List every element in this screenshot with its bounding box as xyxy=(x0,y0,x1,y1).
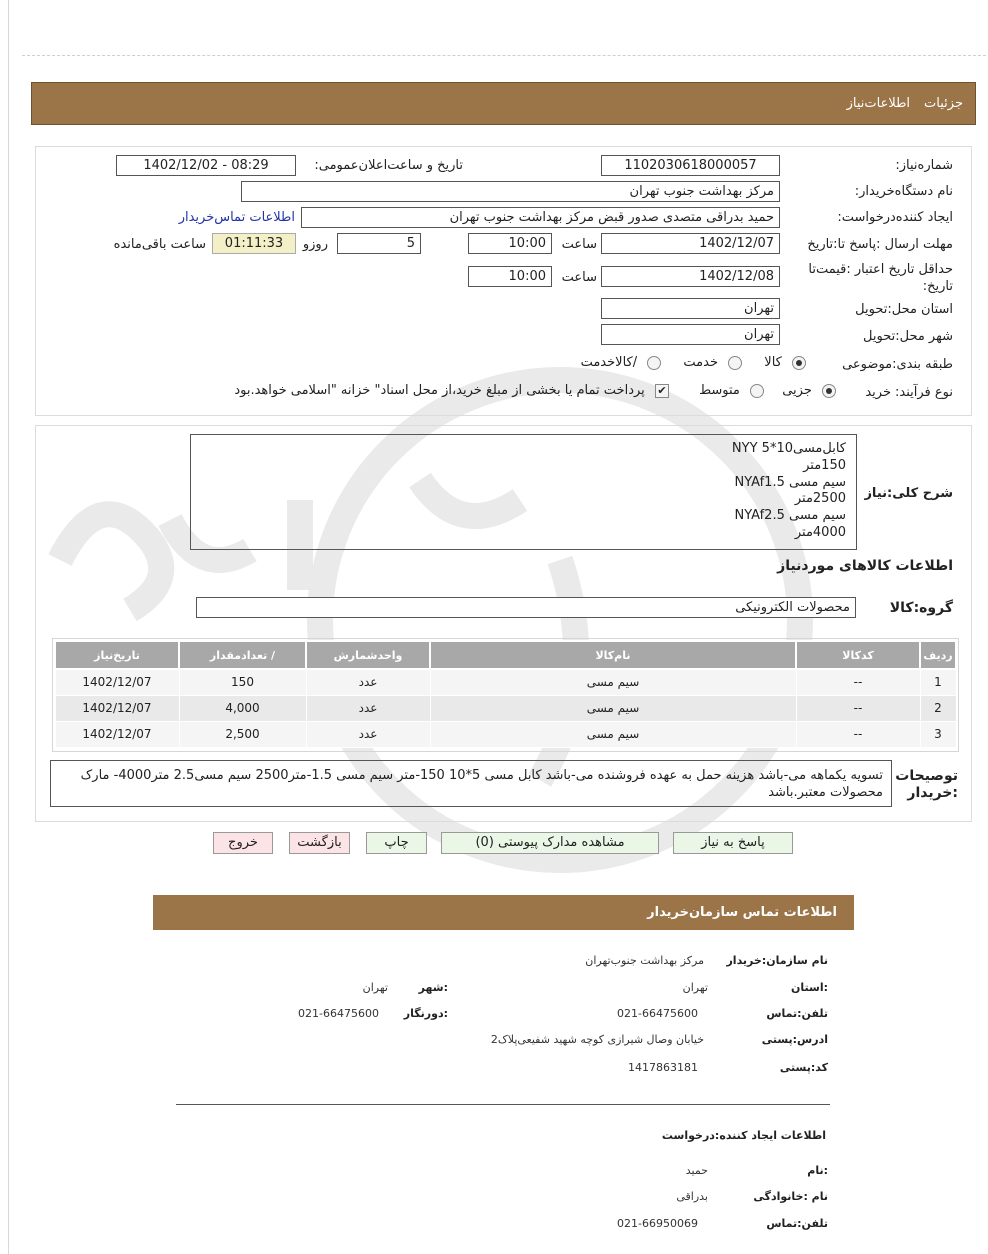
page-top-divider xyxy=(22,55,986,56)
buyer-contact-link[interactable]: اطلاعات تماس‌خریدار xyxy=(178,210,295,225)
process-label: نوع فرآیند: xyxy=(895,385,953,400)
goods-table xyxy=(54,640,957,748)
need-number-label: شماره‌نیاز: xyxy=(895,158,953,173)
cell-code: -- xyxy=(796,721,920,747)
page-left-rule xyxy=(8,0,9,1254)
category-option-goods: کالا xyxy=(764,355,782,370)
description-line: 150متر xyxy=(803,457,846,473)
process-option-minor: جزیی xyxy=(782,383,812,398)
process-buy-label: خرید xyxy=(865,385,891,400)
buyer-org-label: نام دستگاه‌خریدار: xyxy=(854,184,953,199)
description-line: 2500متر xyxy=(794,491,846,507)
tab-details[interactable]: جزئیات xyxy=(924,96,963,111)
creator-name-label: :نام xyxy=(807,1164,828,1177)
description-line: سیم مسی NYAf1.5 xyxy=(734,474,846,490)
cell-quantity: 4,000 xyxy=(179,695,306,721)
contact-phone-label: تلفن:تماس xyxy=(766,1007,828,1020)
buyer-org-field: مرکز بهداشت جنوب تهران xyxy=(241,181,780,202)
category-radio-group xyxy=(575,355,806,370)
process-radio-minor[interactable] xyxy=(822,384,836,398)
col-row: ردیف xyxy=(920,641,956,669)
process-radio-group xyxy=(228,383,836,398)
process-option-medium: متوسط xyxy=(699,383,740,398)
description-box xyxy=(190,434,857,550)
creator-info-title: اطلاعات ایجاد کننده:درخواست xyxy=(661,1129,826,1142)
goods-section-title: اطلاعات کالاهای موردنیاز xyxy=(777,558,953,574)
description-line: 4000متر xyxy=(794,524,846,540)
description-label: شرح کلی:نیاز xyxy=(864,486,953,501)
contact-postal-label: کد:پستی xyxy=(779,1061,828,1074)
validity-time-label: ساعت xyxy=(561,270,597,285)
contact-org-value: مرکز بهداشت جنوب‌تهران xyxy=(585,954,704,967)
cell-name: سیم مسی xyxy=(430,669,796,695)
cell-name: سیم مسی xyxy=(430,695,796,721)
deadline-time-label: ساعت xyxy=(561,237,597,252)
cell-unit: عدد xyxy=(306,721,430,747)
cell-date: 1402/12/07 xyxy=(55,721,179,747)
deadline-date-field: 1402/12/07 xyxy=(601,233,780,254)
treasury-payment-checkbox[interactable]: ✔ xyxy=(655,384,669,398)
buyer-notes-box: تسویه یکماهه می-باشد هزینه حمل به عهده فروشنده می-باشد کابل مسی 5*10 150-متر سیم مسی 1.5-متر2500 سیم مسی2.5 متر4000- مارک محصولات معتبر.باشد xyxy=(50,760,892,807)
category-option-both: /کالاخدمت xyxy=(580,355,638,370)
contact-postal-value: 1417863181 xyxy=(628,1061,698,1074)
table-row xyxy=(55,721,956,747)
remaining-timer: 01:11:33 xyxy=(212,233,296,254)
contact-address-label: ادرس:پستی xyxy=(761,1033,828,1046)
cell-code: -- xyxy=(796,695,920,721)
creator-phone-value: 021-66950069 xyxy=(617,1217,698,1230)
category-radio-goods[interactable] xyxy=(792,356,806,370)
creator-label: ایجاد کننده‌درخواست: xyxy=(837,210,953,225)
contact-fax-value: 021-66475600 xyxy=(298,1007,379,1020)
cell-date: 1402/12/07 xyxy=(55,695,179,721)
validity-date-field: 1402/12/08 xyxy=(601,266,780,287)
tab-need-info[interactable]: اطلاعات‌نیاز xyxy=(846,96,911,111)
cell-unit: عدد xyxy=(306,695,430,721)
creator-field: حمید بدراقی متصدی صدور قبض مرکز بهداشت جنوب تهران xyxy=(301,207,780,228)
col-unit: واحدشمارش xyxy=(306,641,430,669)
table-row xyxy=(55,695,956,721)
days-label: روزو xyxy=(302,237,328,252)
category-radio-service[interactable] xyxy=(728,356,742,370)
contact-header-bar xyxy=(153,895,854,930)
announce-field: 1402/12/02 - 08:29 xyxy=(116,155,296,176)
contact-city-value: تهران xyxy=(362,981,388,994)
process-radio-medium[interactable] xyxy=(750,384,764,398)
cell-unit: عدد xyxy=(306,669,430,695)
description-line: کابل‌مسی‌10*5 NYY xyxy=(731,441,846,456)
contact-divider xyxy=(176,1104,830,1105)
city-field: تهران xyxy=(601,324,780,345)
deadline-time-field: 10:00 xyxy=(468,233,552,254)
need-number-field: 1102030618000057 xyxy=(601,155,780,176)
category-label: طبقه بندی:موضوعی xyxy=(842,357,953,372)
goods-group-field: محصولات الکترونیکی xyxy=(196,597,856,618)
announce-label: تاریخ و ساعت‌اعلان‌عمومی: xyxy=(314,158,463,173)
cell-name: سیم مسی xyxy=(430,721,796,747)
col-name: نام‌کالا xyxy=(430,641,796,669)
contact-province-label: :استان xyxy=(791,981,828,994)
creator-phone-label: تلفن:تماس xyxy=(766,1217,828,1230)
cell-date: 1402/12/07 xyxy=(55,669,179,695)
buyer-notes-label: توصیحات :خریدار xyxy=(895,768,958,801)
goods-group-label: گروه:کالا xyxy=(889,600,953,616)
col-quantity: / تعدادمقدار xyxy=(179,641,306,669)
cell-row: 3 xyxy=(920,721,956,747)
category-option-service: خدمت xyxy=(683,355,718,370)
days-field: 5 xyxy=(337,233,421,254)
description-line: سیم مسی NYAf2.5 xyxy=(734,508,846,524)
creator-name-value: حمید xyxy=(685,1164,708,1177)
table-row xyxy=(55,669,956,695)
validity-time-field: 10:00 xyxy=(468,266,552,287)
print-button[interactable]: چاپ xyxy=(366,832,427,854)
contact-phone-value: 021-66475600 xyxy=(617,1007,698,1020)
cell-code: -- xyxy=(796,669,920,695)
treasury-payment-note: پرداخت تمام یا بخشی از مبلغ خرید،از محل اسناد" خزانه "اسلامی خواهد.بود xyxy=(234,383,645,398)
validity-label: حداقل تاریخ اعتبار :قیمت‌تا تاریخ: xyxy=(808,262,953,294)
contact-city-label: :شهر xyxy=(418,981,448,994)
col-code: کدکالا xyxy=(796,641,920,669)
cell-row: 2 xyxy=(920,695,956,721)
contact-fax-label: :دورنگار xyxy=(403,1007,448,1020)
creator-family-value: بدراقی xyxy=(676,1190,708,1203)
province-field: تهران xyxy=(601,298,780,319)
cell-row: 1 xyxy=(920,669,956,695)
col-date: تاریخ‌نیاز xyxy=(55,641,179,669)
deadline-label: مهلت ارسال :پاسخ تا:تاریخ xyxy=(807,237,953,252)
goods-table-header xyxy=(55,641,956,669)
province-label: استان محل:تحویل xyxy=(855,302,953,317)
category-radio-both[interactable] xyxy=(647,356,661,370)
remaining-label: ساعت باقی‌مانده xyxy=(113,237,206,252)
city-label: شهر محل:تحویل xyxy=(863,329,953,344)
reply-button[interactable]: پاسخ به نیاز xyxy=(673,832,793,854)
exit-button[interactable]: خروج xyxy=(213,832,273,854)
attachments-button[interactable]: مشاهده مدارک پیوستی (0) xyxy=(441,832,659,854)
contact-address-value: خیابان وصال شیرازی کوچه شهید شفیعی‌پلاک2 xyxy=(490,1033,704,1046)
cell-quantity: 150 xyxy=(179,669,306,695)
cell-quantity: 2,500 xyxy=(179,721,306,747)
back-button[interactable]: بازگشت xyxy=(289,832,350,854)
details-header-bar xyxy=(31,82,976,125)
contact-org-label: نام سازمان:خریدار xyxy=(726,954,828,967)
contact-title: اطلاعات تماس سازمان‌خریدار xyxy=(647,905,837,920)
contact-province-value: تهران xyxy=(682,981,708,994)
creator-family-label: نام :خانوادگی xyxy=(753,1190,828,1203)
